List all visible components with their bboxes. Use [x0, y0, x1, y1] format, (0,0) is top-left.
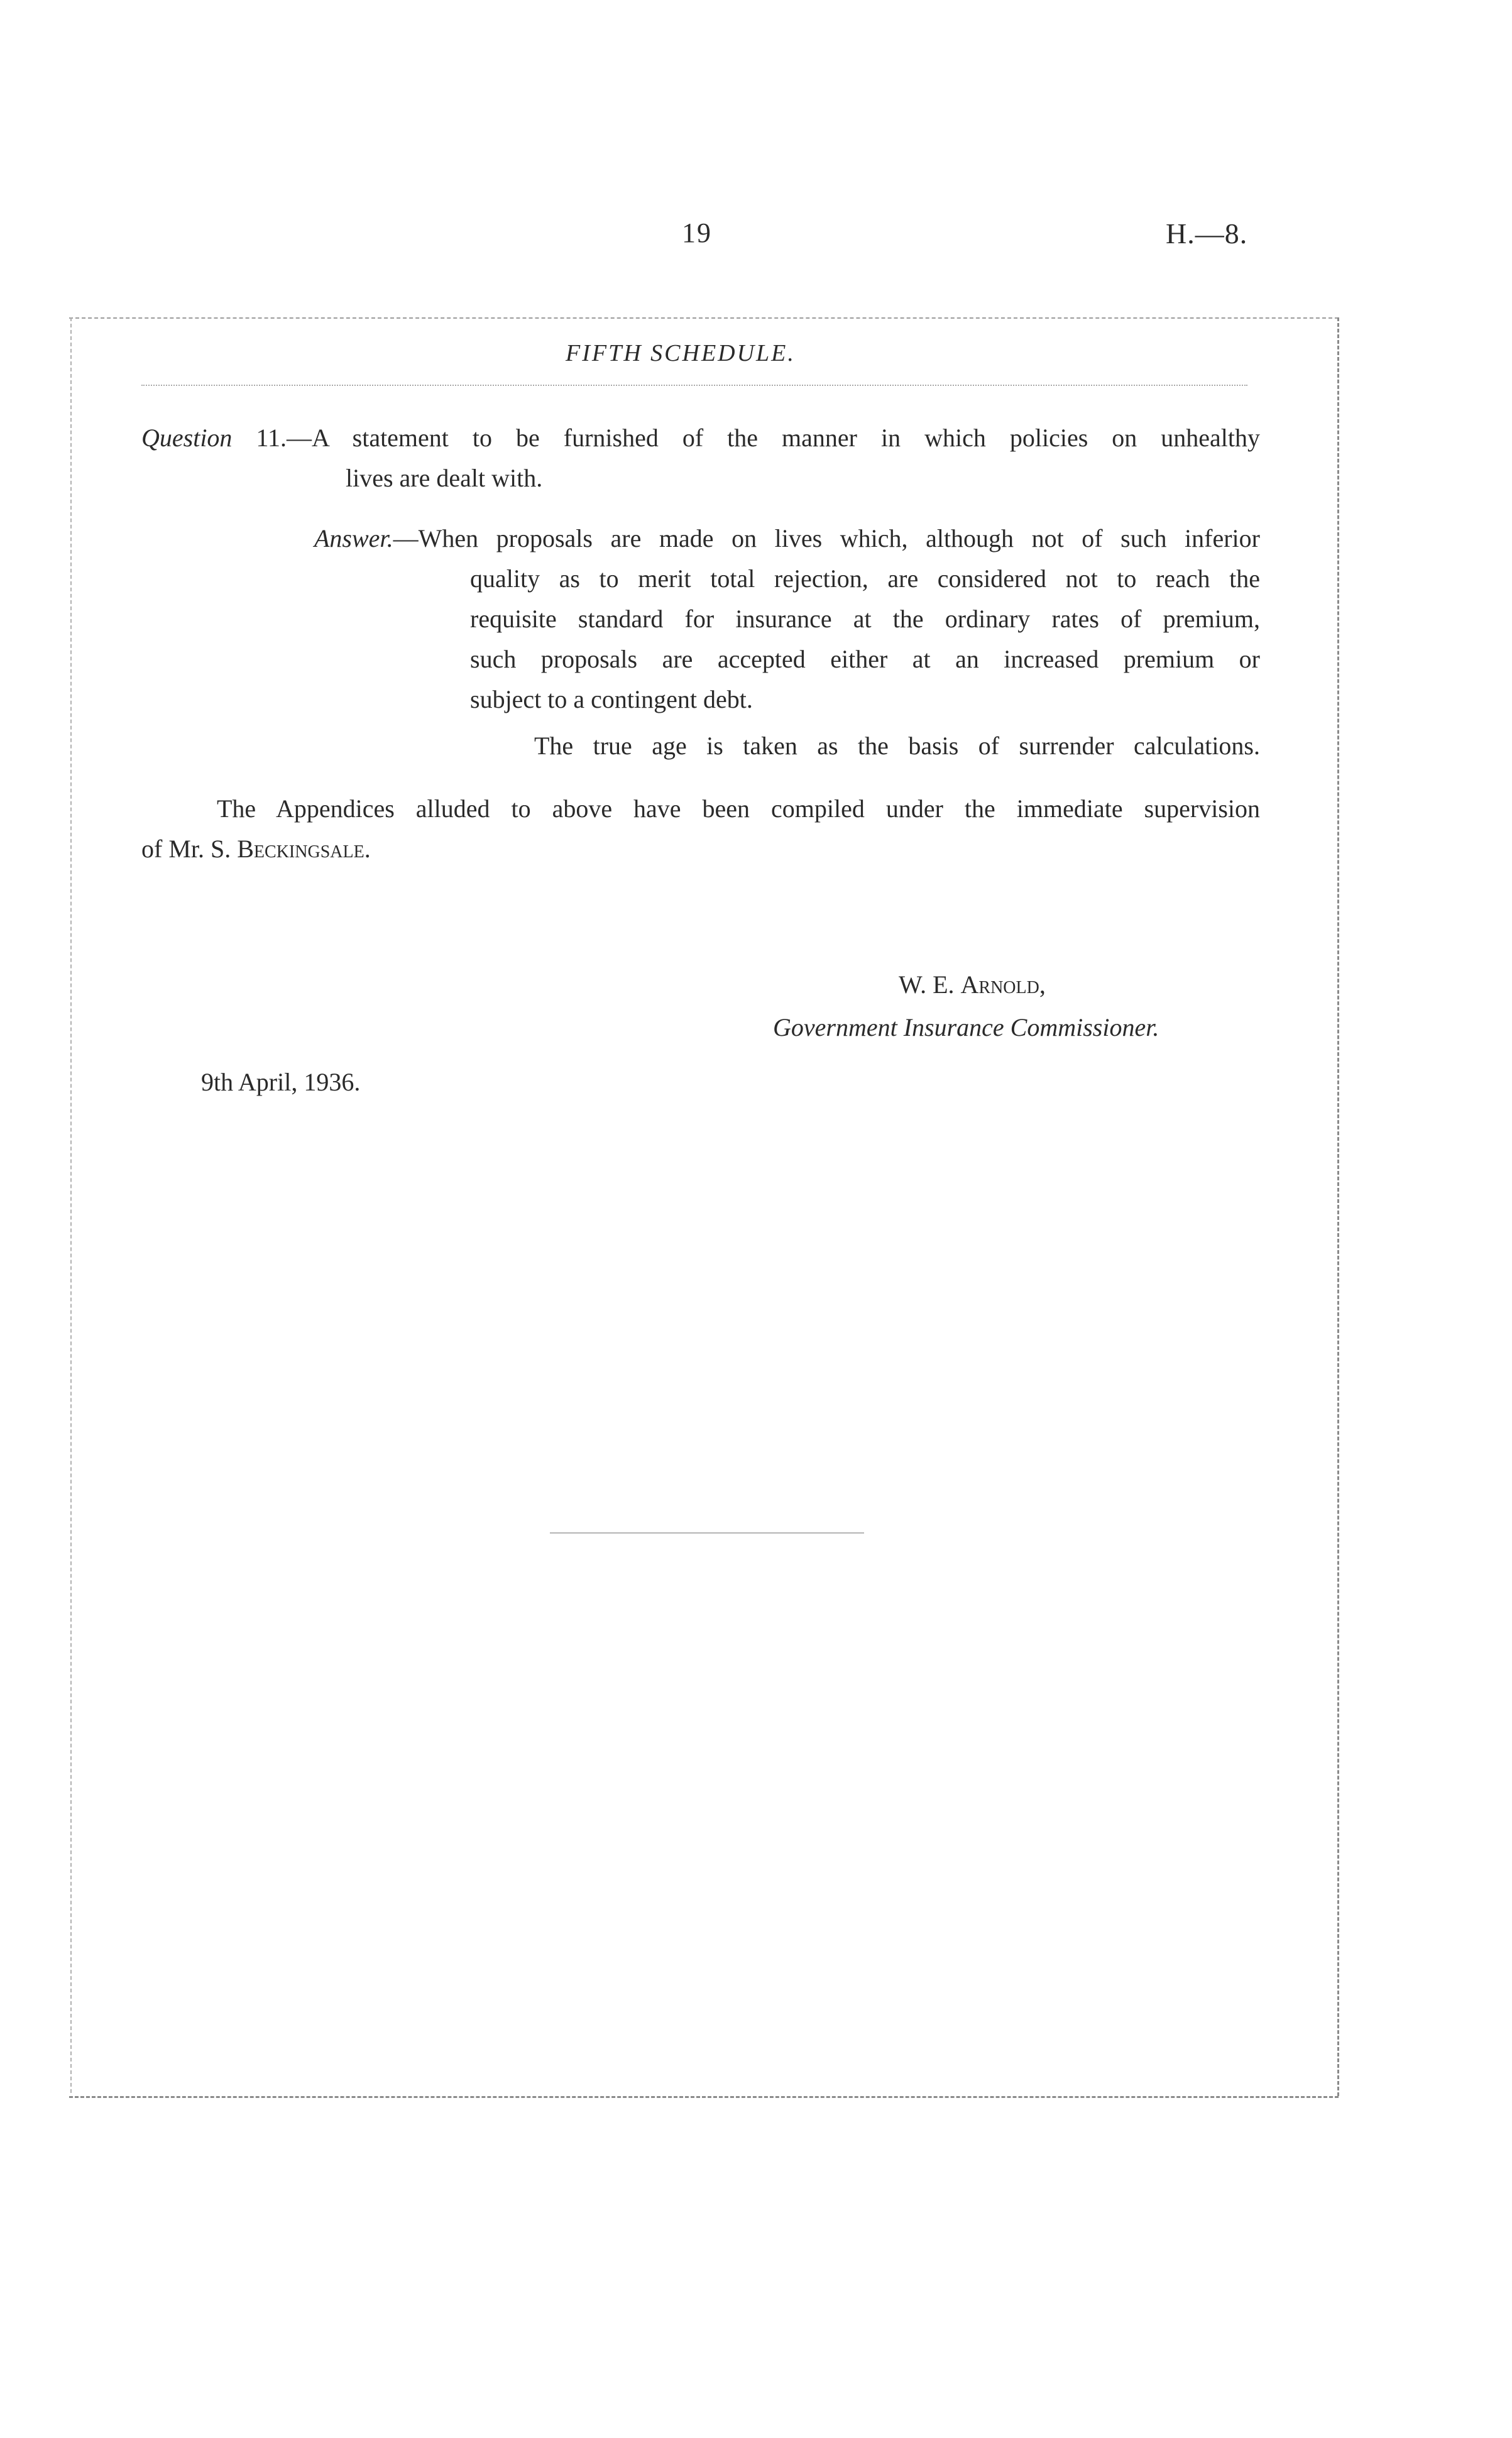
- answer-label: Answer.: [314, 524, 393, 552]
- page-number: 19: [682, 217, 712, 248]
- frame-right-border: [1337, 317, 1339, 2096]
- signature-surname: Arnold,: [960, 970, 1046, 999]
- answer-line-2: quality as to merit total rejection, are considered not to reach the: [470, 564, 1260, 593]
- answer-text: —When proposals are made on lives which, although not of such inferior: [393, 524, 1260, 552]
- question-line-1: [141, 418, 1260, 458]
- answer-line-1: [314, 519, 1260, 559]
- document-date: 9th April, 1936.: [201, 1068, 361, 1096]
- signature-title: Government Insurance Commissioner.: [773, 1013, 1159, 1041]
- signature-name: [899, 965, 1046, 1005]
- supervisor-name: Beckingsale.: [237, 835, 371, 863]
- appendices-line-2: [141, 829, 371, 869]
- appendices-prefix: of Mr. S.: [141, 835, 238, 863]
- appendices-line-1: The Appendices alluded to above have been compiled under the immediate supervision: [217, 794, 1260, 823]
- frame-bottom-border: [69, 2096, 1339, 2098]
- question-text: 11.—A statement to be furnished of the manner in which policies on unhealthy: [232, 424, 1260, 452]
- question-label: Question: [141, 424, 233, 452]
- title-divider: [141, 385, 1247, 386]
- answer-line-4: such proposals are accepted either at an increased premium or: [470, 645, 1260, 673]
- end-rule: [550, 1532, 864, 1534]
- question-line-2: lives are dealt with.: [346, 464, 543, 492]
- frame-left-border: [70, 317, 72, 2093]
- answer-line-3: requisite standard for insurance at the ordinary rates of premium,: [470, 605, 1260, 633]
- frame-top-border: [69, 317, 1339, 319]
- signature-initials: W. E.: [899, 970, 961, 999]
- answer-line-5: subject to a contingent debt.: [470, 685, 753, 713]
- document-reference: H.—8.: [1166, 217, 1248, 250]
- schedule-title: FIFTH SCHEDULE.: [566, 340, 796, 366]
- age-note: The true age is taken as the basis of surrender calculations.: [534, 732, 1260, 760]
